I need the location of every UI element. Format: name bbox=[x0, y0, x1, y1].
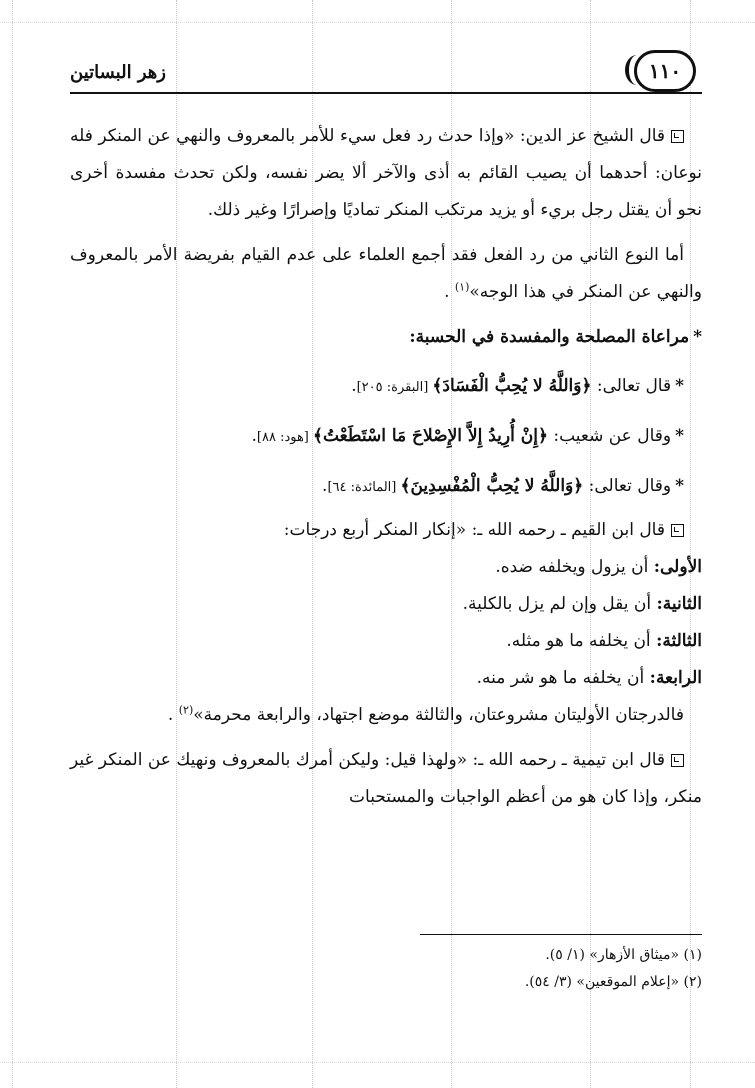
degree-item: الثالثة: أن يخلفه ما هو مثله. bbox=[506, 631, 702, 651]
footnote: (٢) «إعلام الموقعين» (٣/ ٥٤). bbox=[524, 974, 702, 990]
header-rule bbox=[70, 92, 702, 94]
degree-item: الثانية: أن يقل وإن لم يزل بالكلية. bbox=[462, 594, 702, 614]
square-bullet-icon bbox=[671, 754, 684, 767]
square-bullet-icon bbox=[671, 130, 684, 143]
footnote-rule bbox=[420, 934, 702, 935]
paragraph: أما النوع الثاني من رد الفعل فقد أجمع العلماء على عدم القيام بفريضة الأمر بالمعروف والنهي عن المنكر في هذا الوجه»$^{(١)}$ . bbox=[70, 245, 702, 302]
verse-line: *قال تعالى: ﴿وَاللَّهُ لا يُحِبُّ الْفَسَادَ﴾ [البقرة: ٢٠٥]. bbox=[351, 376, 684, 396]
page-number: ١١٠ bbox=[634, 50, 696, 92]
footnote: (١) «ميثاق الأزهار» (١/ ٥). bbox=[545, 947, 702, 963]
square-bullet-icon bbox=[671, 524, 684, 537]
verse-line: *وقال تعالى: ﴿وَاللَّهُ لا يُحِبُّ الْمُفْسِدِينَ﴾ [المائدة: ٦٤]. bbox=[322, 476, 684, 496]
page-header bbox=[70, 48, 702, 96]
paragraph: فالدرجتان الأوليتان مشروعتان، والثالثة موضع اجتهاد، والرابعة محرمة»$^{(٢)}$ . bbox=[167, 703, 684, 725]
grid-line bbox=[0, 22, 755, 23]
asterisk-icon: * bbox=[693, 327, 702, 347]
degree-item: الأولى: أن يزول ويخلفه ضده. bbox=[495, 557, 702, 577]
paragraph: قال ابن القيم ـ رحمه الله ـ: «إنكار المنكر أربع درجات: bbox=[70, 512, 702, 549]
asterisk-icon: * bbox=[675, 376, 684, 396]
verse-line: *وقال عن شعيب: ﴿إِنْ أُرِيدُ إِلاَّ الإِصْلاحَ مَا اسْتَطَعْتُ﴾ [هود: ٨٨]. bbox=[251, 426, 684, 446]
asterisk-icon: * bbox=[675, 426, 684, 446]
paragraph: قال ابن تيمية ـ رحمه الله ـ: «ولهذا قيل: وليكن أمرك بالمعروف ونهيك عن المنكر غير منكر، وإذا كان هو من أعظم الواجبات والمستحبات bbox=[70, 750, 702, 807]
footnote-ref: (٢) bbox=[178, 703, 194, 717]
section-heading: *مراعاة المصلحة والمفسدة في الحسبة: bbox=[409, 327, 702, 347]
book-title: زهر البساتين bbox=[70, 62, 166, 83]
grid-line bbox=[12, 0, 13, 1088]
asterisk-icon: * bbox=[675, 476, 684, 496]
grid-line bbox=[0, 1062, 755, 1063]
paragraph: قال الشيخ عز الدين: «وإذا حدث رد فعل سيء للأمر بالمعروف والنهي عن المنكر فله نوعان: أحدهما أن يصيب القائم به أذى والآخر ألا يضر نفسه، ولكن تحدث مفسدة أخرى نحو أن يقتل رجل بريء أو يزيد مرتكب المنكر تماديًا وإصرارًا وغير ذلك. bbox=[70, 126, 702, 220]
page-body bbox=[70, 118, 702, 816]
footnote-ref: (١) bbox=[454, 280, 470, 294]
footnotes bbox=[70, 942, 702, 996]
degree-item: الرابعة: أن يخلفه ما هو شر منه. bbox=[476, 668, 702, 688]
